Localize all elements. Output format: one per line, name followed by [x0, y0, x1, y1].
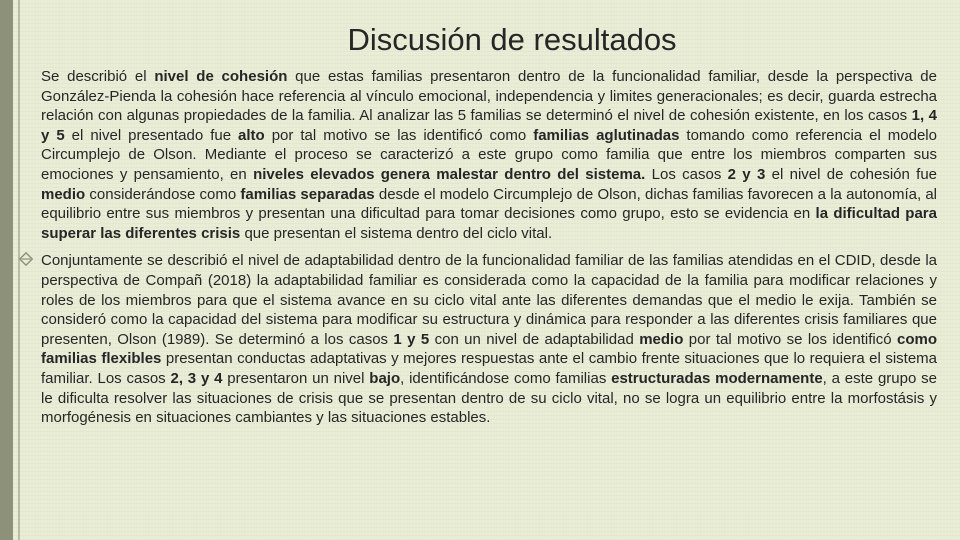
text-segment: por tal motivo se las identificó como: [264, 126, 534, 144]
text-segment: presentan conductas adaptativas y mejores respuestas ante el cambio frente situaciones que lo requiera el sistema familiar. Los casos: [41, 350, 938, 387]
bold-text-segment: niveles elevados genera malestar dentro del sistema.: [253, 165, 646, 183]
bold-text-segment: estructuradas modernamente: [611, 369, 823, 387]
bold-text-segment: medio: [639, 330, 684, 348]
bold-text-segment: alto: [238, 126, 265, 144]
left-accent-stripe: [18, 0, 20, 540]
bold-text-segment: 2, 3 y 4: [170, 369, 223, 387]
text-segment: presentaron un nivel: [222, 369, 370, 387]
bold-text-segment: 1 y 5: [393, 330, 430, 348]
text-segment: desde el modelo Circumplejo de Olson, dichas familias favorecen a la autonomía, al equilibrio entre sus miembros y presentan una dificultad para tomar decisiones como grupo, esto se evidencia en: [41, 185, 938, 223]
bold-text-segment: nivel de cohesión: [154, 68, 288, 85]
text-segment: , identificándose como familias: [400, 369, 612, 387]
text-segment: , a este grupo se le dificulta resolver las situaciones de crisis que se presentan dentro de su ciclo vital, no se logra un equilibrio entre la morfostásis y morfogénesis en situaciones cambiantes y las situaciones estables.: [41, 369, 937, 427]
text-segment: Conjuntamente se describió el nivel de adaptabilidad dentro de la funcionalidad familiar de las familias atendidas en el CDID, desde la perspectiva de Compañ (2018) la adaptabilidad familiar es considerada como la capacidad de la familia para modificar relaciones y roles de los miembros para que el sistema avance en su ciclo vital ante las diferentes demandas que el medio le exija. También se consideró como la capacidad del sistema para modificar su estructura y dinámica para responder a las diferentes crisis familiares que presenten, Olson (1989). Se determinó a los casos: [41, 252, 937, 348]
slide-body: [41, 67, 937, 428]
diamond-outline-icon: [19, 252, 33, 266]
bold-text-segment: 2 y 3: [727, 165, 766, 183]
paragraph-cohesion: [41, 67, 937, 243]
slide-title: Discusión de resultados: [347, 22, 677, 57]
text-segment: considerándose como: [85, 185, 241, 203]
bold-text-segment: como familias flexibles: [41, 330, 938, 368]
text-segment: el nivel de cohesión fue: [765, 165, 938, 183]
text-segment: que presentan el sistema dentro del ciclo vital.: [240, 224, 553, 242]
bold-text-segment: bajo: [369, 369, 401, 387]
bold-text-segment: medio: [41, 185, 86, 203]
text-segment: tomando como referencia el modelo Circumplejo de Olson. Mediante el proceso se caracterizó a este grupo como familia que entre los miembros comparten sus emociones y pensamiento, en: [41, 126, 937, 183]
text-segment: Los casos: [645, 165, 728, 183]
text-segment: por tal motivo se los identificó: [683, 330, 897, 348]
text-segment: con un nivel de adaptabilidad: [429, 330, 640, 348]
text-segment: Se describió el: [41, 68, 155, 85]
text-segment: que estas familias presentaron dentro de la funcionalidad familiar, desde la perspectiva de González-Pienda la cohesión hace referencia al vínculo emocional, independencia y limites generacionales; es decir, guarda estrecha relación con algunas propiedades de la familia. Al analizar las 5 familias se determinó el nivel de cohesión existente, en los casos: [41, 68, 937, 125]
bold-text-segment: 1, 4 y 5: [41, 107, 937, 144]
paragraph-adaptability: [41, 251, 937, 427]
text-segment: el nivel presentado fue: [64, 126, 239, 144]
bold-text-segment: familias aglutinadas: [533, 126, 680, 144]
left-accent-bar: [0, 0, 13, 540]
bold-text-segment: la dificultad para superar las diferentes crisis: [41, 205, 937, 242]
bold-text-segment: familias separadas: [240, 185, 375, 203]
